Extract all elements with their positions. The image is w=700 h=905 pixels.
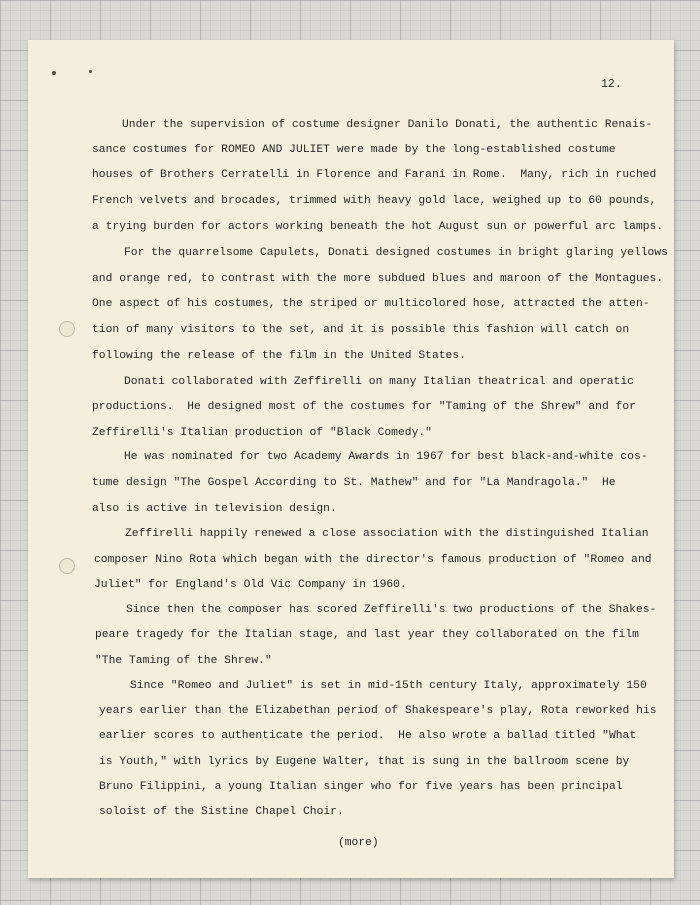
text-line: tion of many visitors to the set, and it is possible this fashion will catch on	[92, 324, 630, 336]
text-line: houses of Brothers Cerratelli in Florence and Farani in Rome. Many, rich in ruched	[92, 169, 657, 181]
text-line: Since then the composer has scored Zeffirelli's two productions of the Shakes-	[126, 604, 657, 616]
text-line: Juliet" for England's Old Vic Company in 1960.	[94, 579, 407, 591]
text-line: following the release of the film in the United States.	[92, 350, 466, 362]
text-line: Zeffirelli's Italian production of "Black Comedy."	[92, 427, 432, 439]
text-line: years earlier than the Elizabethan period of Shakespeare's play, Rota reworked his	[99, 705, 657, 717]
text-line: also is active in television design.	[92, 503, 337, 515]
typewritten-page	[28, 40, 674, 878]
page-number: 12.	[601, 78, 622, 91]
punch-hole-mark	[59, 558, 75, 574]
text-line: "The Taming of the Shrew."	[95, 655, 272, 667]
text-line: He was nominated for two Academy Awards in 1967 for best black-and-white cos-	[124, 451, 648, 463]
text-line: composer Nino Rota which began with the director's famous production of "Romeo and	[94, 554, 652, 566]
text-line: soloist of the Sistine Chapel Choir.	[99, 806, 344, 818]
text-line: Donati collaborated with Zeffirelli on many Italian theatrical and operatic	[124, 376, 634, 388]
text-line: and orange red, to contrast with the more subdued blues and maroon of the Montagues.	[92, 273, 664, 285]
text-line: Zeffirelli happily renewed a close association with the distinguished Italian	[125, 528, 649, 540]
text-line: French velvets and brocades, trimmed with heavy gold lace, weighed up to 60 pounds,	[92, 195, 657, 207]
paper-speck	[89, 70, 92, 73]
text-line: sance costumes for ROMEO AND JULIET were made by the long-established costume	[92, 144, 616, 156]
text-line: peare tragedy for the Italian stage, and last year they collaborated on the film	[95, 629, 639, 641]
continuation-marker: (more)	[338, 837, 379, 849]
text-line: productions. He designed most of the costumes for "Taming of the Shrew" and for	[92, 401, 636, 413]
text-line: Under the supervision of costume designer Danilo Donati, the authentic Renais-	[122, 119, 653, 131]
text-line: For the quarrelsome Capulets, Donati designed costumes in bright glaring yellows	[124, 247, 668, 259]
text-line: Bruno Filippini, a young Italian singer who for five years has been principal	[99, 781, 623, 793]
paper-speck	[52, 71, 56, 75]
punch-hole-mark	[59, 321, 75, 337]
text-line: Since "Romeo and Juliet" is set in mid-15th century Italy, approximately 150	[130, 680, 647, 692]
text-line: a trying burden for actors working beneath the hot August sun or powerful arc lamps.	[92, 221, 664, 233]
text-line: One aspect of his costumes, the striped or multicolored hose, attracted the atten-	[92, 298, 650, 310]
text-line: is Youth," with lyrics by Eugene Walter, that is sung in the ballroom scene by	[99, 756, 630, 768]
text-line: earlier scores to authenticate the period. He also wrote a ballad titled "What	[99, 730, 637, 742]
text-line: tume design "The Gospel According to St. Mathew" and for "La Mandragola." He	[92, 477, 616, 489]
